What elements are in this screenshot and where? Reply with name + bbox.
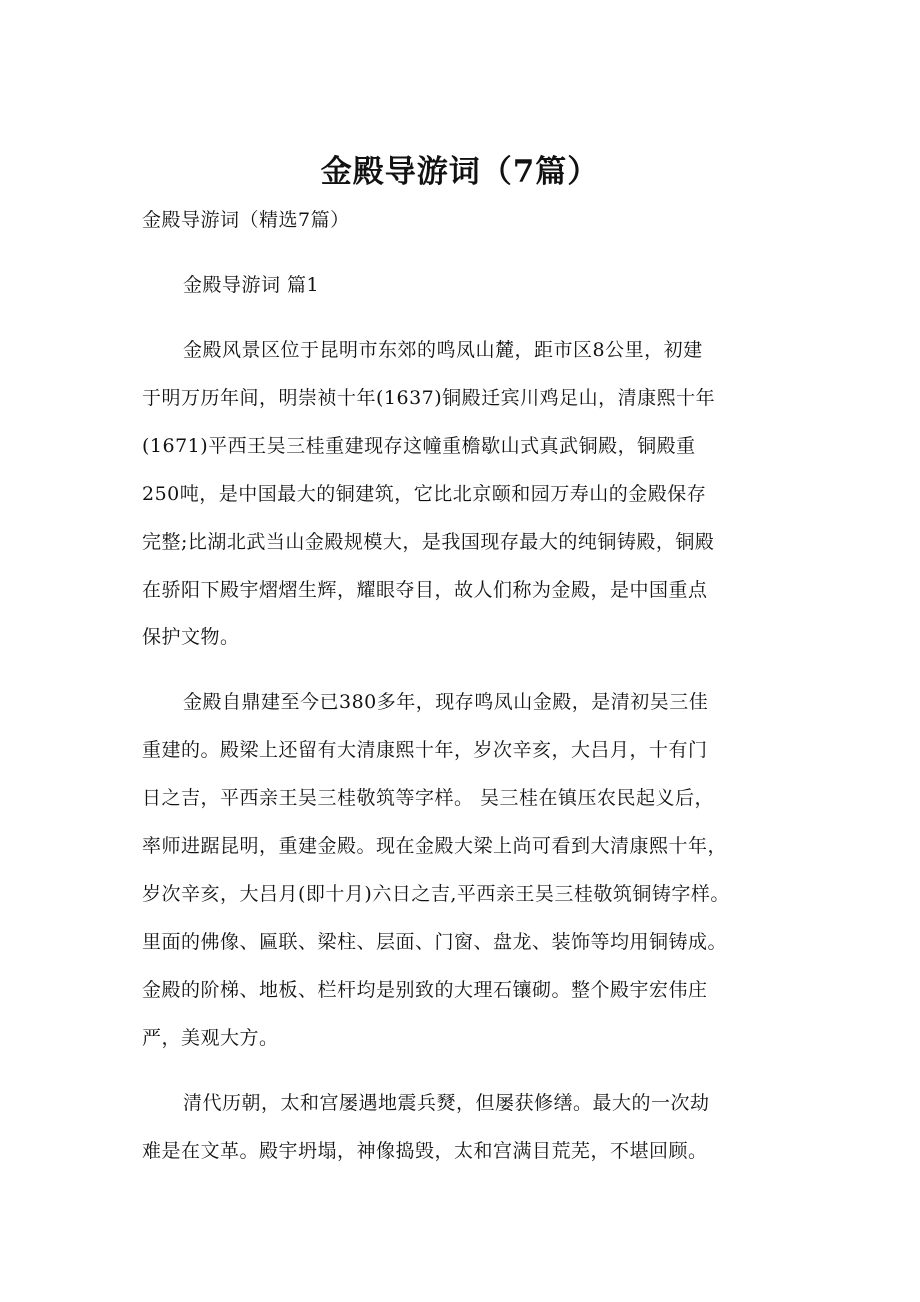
paragraph-line: 完整;比湖北武当山金殿规模大，是我国现存最大的纯铜铸殿，铜殿	[142, 531, 715, 553]
section-heading: 金殿导游词 篇1	[183, 274, 320, 296]
paragraph-line: 里面的佛像、匾联、梁柱、层面、门窗、盘龙、装饰等均用铜铸成。	[142, 931, 728, 953]
paragraph-line: 重建的。殿梁上还留有大清康熙十年，岁次辛亥，大吕月，十有门	[142, 739, 708, 761]
paragraph-line: 率师进踞昆明，重建金殿。现在金殿大梁上尚可看到大清康熙十年，	[142, 835, 728, 857]
paragraph-line: 250吨，是中国最大的铜建筑，它比北京颐和园万寿山的金殿保存	[142, 483, 707, 505]
paragraph-line: 在骄阳下殿宇熠熠生辉，耀眼夺目，故人们称为金殿，是中国重点	[142, 579, 708, 601]
paragraph-line: 金殿自鼎建至今已380多年，现存鸣凤山金殿，是清初吴三佳	[183, 691, 709, 713]
document-title: 金殿导游词（7篇）	[320, 154, 600, 190]
paragraph-line: 日之吉，平西亲王吴三桂敬筑等字样。 吴三桂在镇压农民起义后，	[142, 787, 715, 809]
paragraph-line: 保护文物。	[142, 626, 240, 648]
paragraph-line: 难是在文革。殿宇坍塌，神像捣毁，太和宫满目荒芜，不堪回顾。	[142, 1140, 708, 1162]
paragraph-line: (1671)平西王吴三桂重建现存这幢重檐歇山式真武铜殿，铜殿重	[142, 435, 696, 457]
paragraph-line: 岁次辛亥，大吕月(即十月)六日之吉,平西亲王吴三桂敬筑铜铸字样。	[142, 883, 730, 905]
document-subtitle: 金殿导游词（精选7篇）	[142, 209, 350, 231]
paragraph-line: 严，美观大方。	[142, 1027, 279, 1049]
paragraph-line: 金殿的阶梯、地板、栏杆均是别致的大理石镶砌。整个殿宇宏伟庄	[142, 979, 708, 1001]
paragraph-line: 清代历朝，太和宫屡遇地震兵燹，但屡获修缮。最大的一次劫	[183, 1092, 710, 1114]
paragraph-line: 于明万历年间，明崇祯十年(1637)铜殿迁宾川鸡足山，清康熙十年	[142, 387, 716, 409]
paragraph-line: 金殿风景区位于昆明市东郊的鸣凤山麓，距市区8公里，初建	[183, 339, 703, 361]
